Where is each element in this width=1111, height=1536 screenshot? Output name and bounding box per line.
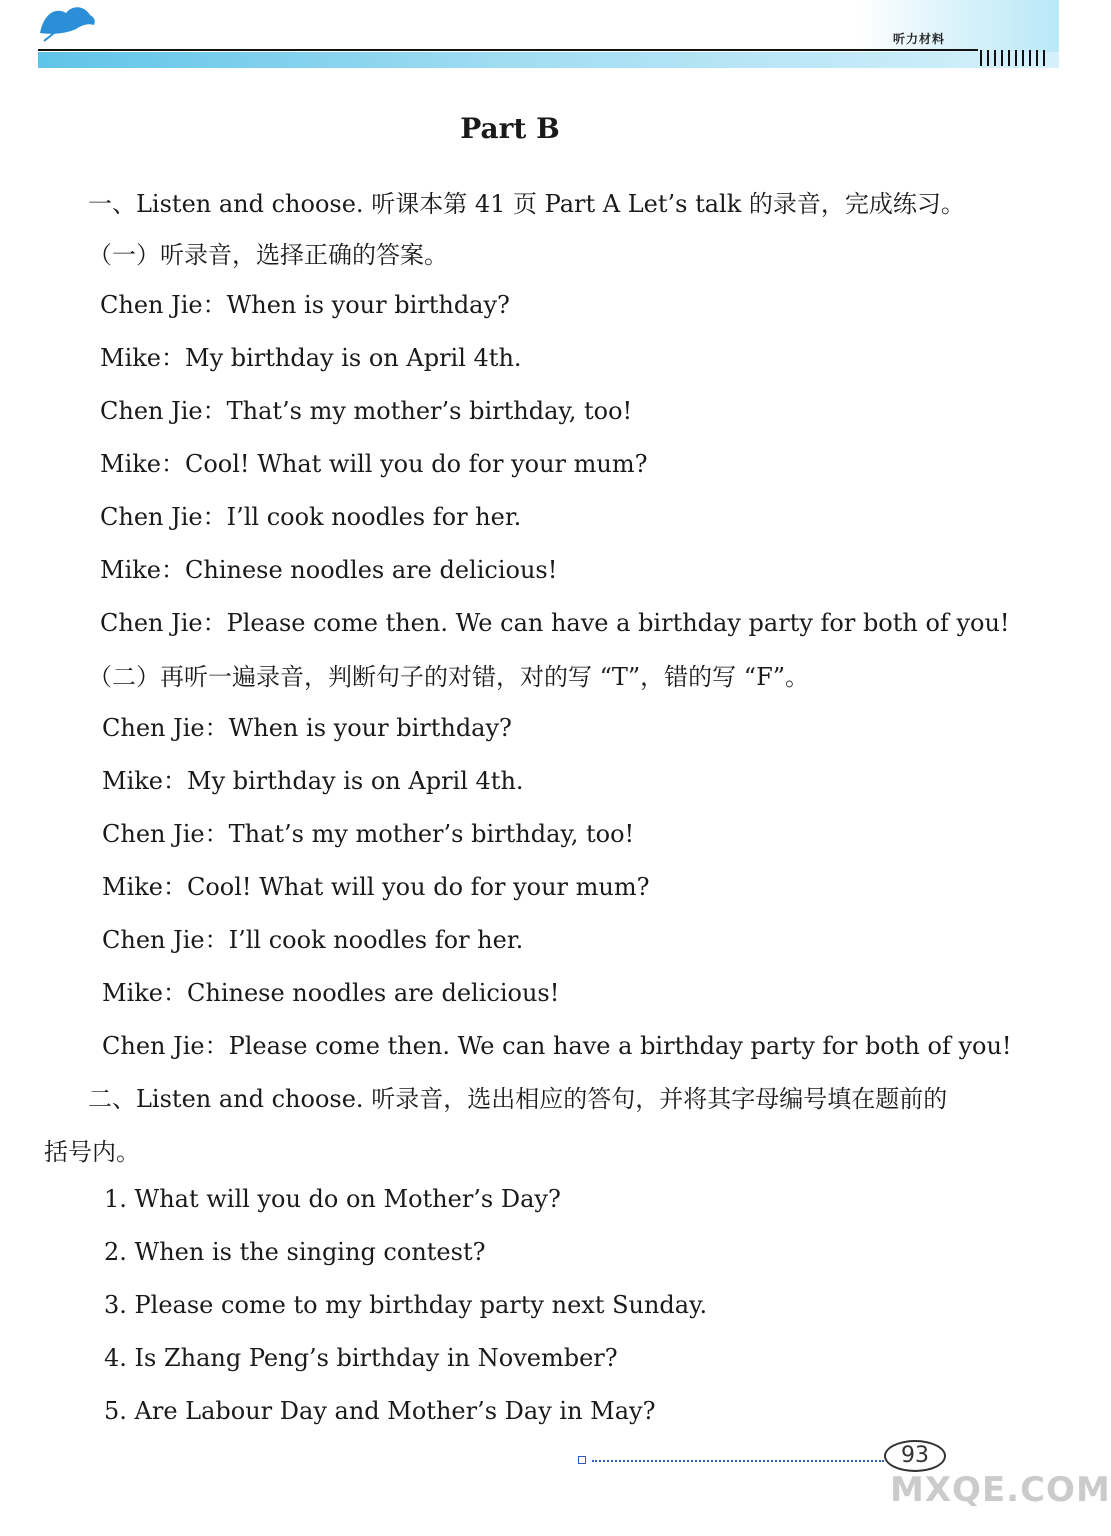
- dialogue-line: Chen Jie：That’s my mother’s birthday, too!: [102, 820, 635, 848]
- dialogue-line: Chen Jie：I’ll cook noodles for her.: [102, 926, 524, 954]
- dialogue-line: Mike：Chinese noodles are delicious!: [100, 556, 558, 584]
- dialogue-line: Chen Jie：When is your birthday?: [100, 291, 510, 319]
- header-bars: [980, 50, 1045, 66]
- footer-dotted-rule: [592, 1460, 884, 1462]
- dialogue-line: Chen Jie：Please come then. We can have a birthday party for both of you!: [102, 1032, 1012, 1060]
- page-title: Part B: [460, 112, 560, 145]
- question-item: 5. Are Labour Day and Mother’s Day in May?: [104, 1397, 656, 1425]
- dialogue-line: Chen Jie：I’ll cook noodles for her.: [100, 503, 522, 531]
- dialogue-line: Mike：Cool! What will you do for your mum?: [100, 450, 648, 478]
- dialogue-line: Mike：My birthday is on April 4th.: [102, 767, 524, 795]
- subsection-1-heading: （一）听录音，选择正确的答案。: [88, 241, 448, 269]
- subsection-2-heading: （二）再听一遍录音，判断句子的对错，对的写 “T”，错的写 “F”。: [88, 663, 809, 691]
- question-item: 2. When is the singing contest?: [104, 1238, 486, 1266]
- section-2-heading: 二、Listen and choose. 听录音，选出相应的答句，并将其字母编号填在题前的: [88, 1085, 948, 1113]
- section-label: 听力材料: [893, 32, 946, 46]
- section-2-heading-cont: 括号内。: [44, 1138, 140, 1166]
- question-item: 1. What will you do on Mother’s Day?: [104, 1185, 561, 1213]
- dialogue-line: Mike：My birthday is on April 4th.: [100, 344, 522, 372]
- watermark: MXQE.COM: [890, 1470, 1111, 1510]
- dialogue-line: Chen Jie：When is your birthday?: [102, 714, 512, 742]
- header-gradient-block: [860, 0, 1059, 52]
- header-band: [38, 52, 1059, 68]
- page-header: [0, 0, 1059, 80]
- section-1-heading: 一、Listen and choose. 听课本第 41 页 Part A Let’s talk 的录音，完成练习。: [88, 190, 965, 218]
- dialogue-line: Chen Jie：That’s my mother’s birthday, too!: [100, 397, 633, 425]
- footer-square-icon: [578, 1456, 586, 1464]
- dialogue-line: Mike：Cool! What will you do for your mum?: [102, 873, 650, 901]
- header-rule: [38, 49, 978, 51]
- dialogue-line: Mike：Chinese noodles are delicious!: [102, 979, 560, 1007]
- dialogue-line: Chen Jie：Please come then. We can have a birthday party for both of you!: [100, 609, 1010, 637]
- page-number: 93: [901, 1443, 929, 1468]
- bird-logo-icon: [38, 3, 98, 45]
- question-item: 3. Please come to my birthday party next Sunday.: [104, 1291, 708, 1319]
- question-item: 4. Is Zhang Peng’s birthday in November?: [104, 1344, 618, 1372]
